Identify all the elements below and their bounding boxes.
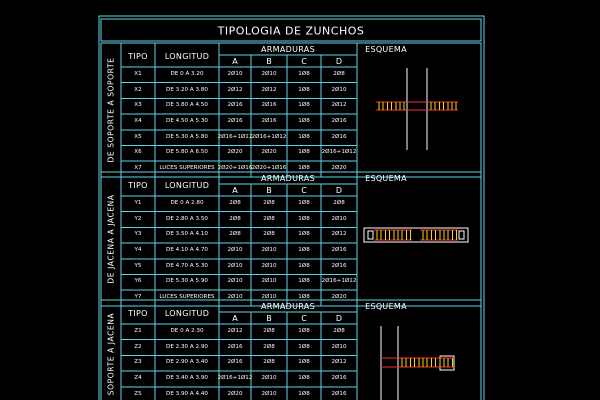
armadura-col-a: A (232, 185, 238, 195)
armadura-col-d: D (335, 56, 343, 66)
armadura-cell: 2Ø8 (263, 359, 275, 366)
tipo-cell: Y7 (134, 294, 142, 301)
armadura-cell: 2Ø16 (227, 359, 243, 366)
armadura-cell: 2Ø10 (261, 294, 277, 301)
longitud-cell: DE 5.30 A 5.90 (166, 278, 208, 285)
armadura-cell: 2Ø20+1Ø16 (217, 165, 253, 172)
armadura-col-a: A (232, 56, 238, 66)
esquema-header: ESQUEMA (365, 301, 407, 311)
armadura-cell: 1Ø8 (298, 294, 310, 301)
esquema-header: ESQUEMA (365, 173, 407, 183)
armadura-cell: 2Ø8 (229, 231, 241, 238)
armadura-cell: 2Ø12 (261, 86, 277, 93)
section-side-label: DE SOPORTE A SOPORTE (106, 57, 116, 163)
armadura-cell: 2Ø16 (261, 118, 277, 125)
tipo-cell: Z4 (134, 375, 142, 382)
armadura-cell: 2Ø10 (227, 262, 243, 269)
tipo-cell: X7 (134, 165, 142, 172)
tipo-header: TIPO (128, 181, 148, 190)
armadura-cell: 1Ø8 (298, 247, 310, 254)
armadura-col-c: C (301, 185, 307, 195)
armadura-cell: 2Ø12 (331, 359, 347, 366)
longitud-cell: DE 5.80 A 6.50 (166, 149, 208, 156)
tipo-cell: Y1 (134, 200, 142, 207)
tipo-cell: Y5 (134, 262, 142, 269)
armadura-col-d: D (335, 313, 343, 323)
armadura-cell: 2Ø16 (227, 118, 243, 125)
tipo-cell: X1 (134, 71, 142, 78)
armadura-cell: 2Ø8 (333, 71, 345, 78)
armadura-cell: 1Ø8 (298, 359, 310, 366)
armadura-cell: 2Ø12 (227, 328, 243, 335)
armaduras-header: ARMADURAS (261, 44, 315, 54)
tipo-cell: Z1 (134, 328, 142, 335)
longitud-cell: DE 3.80 A 4.50 (166, 102, 208, 109)
sheet-title: TIPOLOGIA DE ZUNCHOS (217, 24, 365, 38)
armadura-cell: 2Ø16+1Ø12 (251, 133, 287, 140)
armaduras-header: ARMADURAS (261, 173, 315, 183)
armadura-cell: 2Ø8 (333, 200, 345, 207)
longitud-cell: DE 3.40 A 3.90 (166, 375, 208, 382)
armadura-cell: 2Ø10 (261, 247, 277, 254)
armadura-cell: 2Ø16 (331, 262, 347, 269)
tipo-cell: Z2 (134, 343, 142, 350)
armadura-cell: 2Ø8 (229, 215, 241, 222)
armadura-cell: 2Ø10 (261, 278, 277, 285)
armadura-cell: 1Ø8 (298, 86, 310, 93)
armadura-col-b: B (266, 185, 272, 195)
armadura-cell: 2Ø20 (227, 390, 243, 397)
armadura-cell: 2Ø8 (263, 328, 275, 335)
armadura-cell: 2Ø16 (261, 102, 277, 109)
longitud-cell: DE 2.80 A 3.50 (166, 215, 208, 222)
armadura-cell: 2Ø20 (227, 149, 243, 156)
armadura-cell: 2Ø8 (263, 200, 275, 207)
tipo-cell: Y4 (134, 247, 142, 254)
longitud-cell: DE 0 A 2.30 (170, 328, 204, 335)
jacena-end-block (459, 231, 464, 239)
armadura-cell: 2Ø16 (227, 343, 243, 350)
tipo-cell: Y6 (134, 278, 142, 285)
tipo-header: TIPO (128, 52, 148, 61)
armadura-cell: 2Ø12 (331, 102, 347, 109)
longitud-header: LONGITUD (164, 52, 210, 61)
armadura-cell: 1Ø8 (298, 390, 310, 397)
armadura-cell: 2Ø10 (261, 262, 277, 269)
armadura-cell: 2Ø16+1Ø12 (321, 149, 357, 156)
armadura-cell: 2Ø10 (261, 71, 277, 78)
longitud-cell: DE 3.50 A 4.10 (166, 231, 208, 238)
armadura-cell: 2Ø12 (331, 231, 347, 238)
armadura-cell: 1Ø8 (298, 278, 310, 285)
section-side-label: SOPORTE A JACENA (106, 312, 116, 396)
section-side-label: DE JACENA A JACENA (106, 194, 116, 284)
armadura-cell: 2Ø16 (331, 390, 347, 397)
armadura-cell: 2Ø16 (331, 133, 347, 140)
armadura-cell: 2Ø20+1Ø16 (251, 165, 287, 172)
armadura-cell: 2Ø16+1Ø12 (217, 133, 253, 140)
armadura-cell: 2Ø12 (227, 86, 243, 93)
longitud-cell: DE 3.20 A 3.80 (166, 86, 208, 93)
longitud-cell: DE 5.30 A 5.80 (166, 133, 208, 140)
armadura-cell: 1Ø8 (298, 200, 310, 207)
tipo-cell: X4 (134, 118, 142, 125)
armadura-cell: 1Ø8 (298, 71, 310, 78)
armadura-cell: 2Ø10 (227, 278, 243, 285)
armadura-cell: 1Ø8 (298, 102, 310, 109)
tipo-cell: Y3 (134, 231, 142, 238)
armadura-col-c: C (301, 313, 307, 323)
longitud-cell: DE 2.30 A 2.90 (166, 343, 208, 350)
armadura-cell: 2Ø8 (263, 231, 275, 238)
armadura-cell: 2Ø10 (331, 215, 347, 222)
longitud-cell: DE 3.90 A 4.40 (166, 390, 208, 397)
longitud-cell: DE 0 A 3.20 (170, 71, 204, 78)
longitud-cell: DE 0 A 2.80 (170, 200, 204, 207)
armadura-cell: 2Ø16+1Ø12 (321, 278, 357, 285)
armadura-cell: 2Ø10 (227, 294, 243, 301)
tipo-cell: Z5 (134, 390, 142, 397)
armadura-cell: 1Ø8 (298, 262, 310, 269)
armadura-cell: 2Ø8 (333, 328, 345, 335)
armadura-col-c: C (301, 56, 307, 66)
armadura-cell: 1Ø8 (298, 215, 310, 222)
tipo-cell: Z3 (134, 359, 142, 366)
armadura-col-b: B (266, 313, 272, 323)
armadura-cell: 2Ø16 (331, 375, 347, 382)
armadura-cell: 1Ø8 (298, 343, 310, 350)
armadura-cell: 2Ø10 (261, 375, 277, 382)
longitud-cell: DE 4.70 A 5.30 (166, 262, 208, 269)
armadura-cell: 2Ø10 (331, 343, 347, 350)
armadura-col-a: A (232, 313, 238, 323)
armadura-cell: 2Ø16+1Ø12 (217, 375, 253, 382)
armadura-cell: 2Ø10 (227, 71, 243, 78)
armadura-cell: 2Ø20 (261, 149, 277, 156)
longitud-cell: LUCES SUPERIORES (159, 165, 215, 172)
tipo-cell: X3 (134, 102, 142, 109)
armadura-cell: 1Ø8 (298, 231, 310, 238)
armadura-cell: 2Ø10 (261, 390, 277, 397)
armadura-cell: 2Ø8 (263, 215, 275, 222)
armadura-col-b: B (266, 56, 272, 66)
longitud-header: LONGITUD (164, 309, 210, 318)
esquema-header: ESQUEMA (365, 44, 407, 54)
armadura-cell: 2Ø16 (227, 102, 243, 109)
armadura-cell: 2Ø20 (331, 165, 347, 172)
armadura-cell: 1Ø8 (298, 149, 310, 156)
armadura-cell: 2Ø16 (331, 118, 347, 125)
tipo-cell: X6 (134, 149, 142, 156)
jacena-end-block (368, 231, 373, 239)
armaduras-header: ARMADURAS (261, 301, 315, 311)
tipo-header: TIPO (128, 309, 148, 318)
longitud-header: LONGITUD (164, 181, 210, 190)
armadura-cell: 2Ø16 (331, 247, 347, 254)
armadura-cell: 2Ø8 (229, 200, 241, 207)
armadura-cell: 1Ø8 (298, 118, 310, 125)
longitud-cell: DE 2.90 A 3.40 (166, 359, 208, 366)
armadura-cell: 1Ø8 (298, 133, 310, 140)
longitud-cell: DE 4.10 A 4.70 (166, 247, 208, 254)
armadura-cell: 2Ø20 (331, 294, 347, 301)
tipo-cell: Y2 (134, 215, 142, 222)
armadura-cell: 2Ø8 (263, 343, 275, 350)
armadura-cell: 1Ø8 (298, 375, 310, 382)
tipo-cell: X5 (134, 133, 142, 140)
armadura-cell: 1Ø8 (298, 165, 310, 172)
tipo-cell: X2 (134, 86, 142, 93)
armadura-col-d: D (335, 185, 343, 195)
armadura-cell: 2Ø10 (227, 247, 243, 254)
armadura-cell: 1Ø8 (298, 328, 310, 335)
longitud-cell: LUCES SUPERIORES (159, 294, 215, 301)
sheet-border (99, 16, 484, 400)
armadura-cell: 2Ø10 (331, 86, 347, 93)
longitud-cell: DE 4.50 A 5.30 (166, 118, 208, 125)
